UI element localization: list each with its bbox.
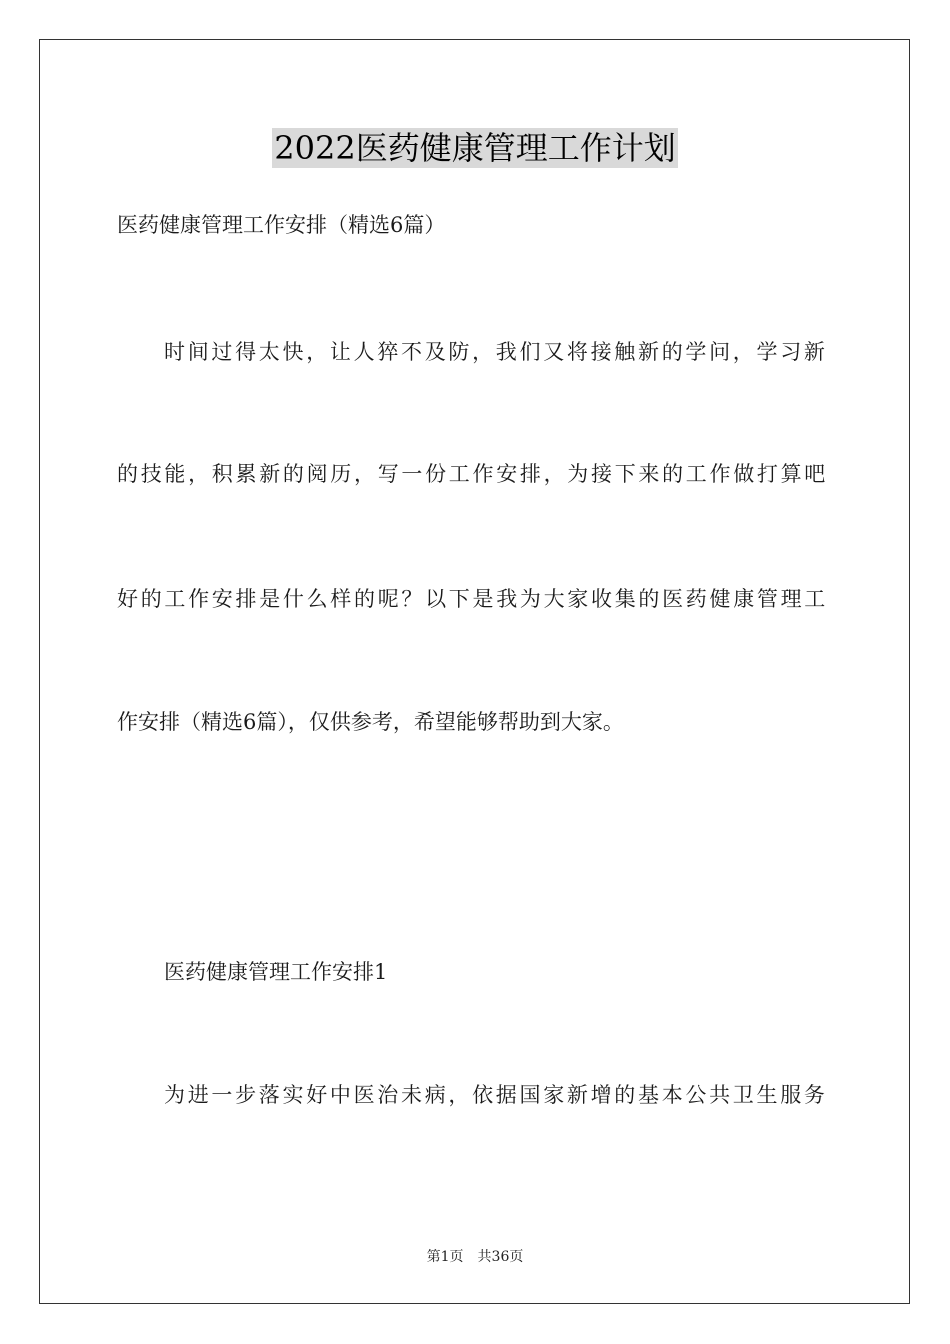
title-container: [0, 128, 950, 168]
intro-line-2: 的技能，积累新的阅历，写一份工作安排，为接下来的工作做打算吧: [117, 462, 828, 486]
document-subtitle: 医药健康管理工作安排（精选6篇）: [117, 213, 446, 237]
page-number-footer: 第1页 共36页: [426, 1249, 524, 1265]
intro-line-1: 时间过得太快，让人猝不及防，我们又将接触新的学问，学习新: [164, 340, 828, 364]
document-title: 2022医药健康管理工作计划: [274, 129, 676, 167]
section-first-line: 为进一步落实好中医治未病，依据国家新增的基本公共卫生服务: [164, 1083, 828, 1107]
section-heading: 医药健康管理工作安排1: [164, 960, 388, 984]
intro-line-3: 好的工作安排是什么样的呢？以下是我为大家收集的医药健康管理工: [117, 587, 828, 611]
intro-line-4: 作安排（精选6篇），仅供参考，希望能够帮助到大家。: [117, 710, 624, 734]
